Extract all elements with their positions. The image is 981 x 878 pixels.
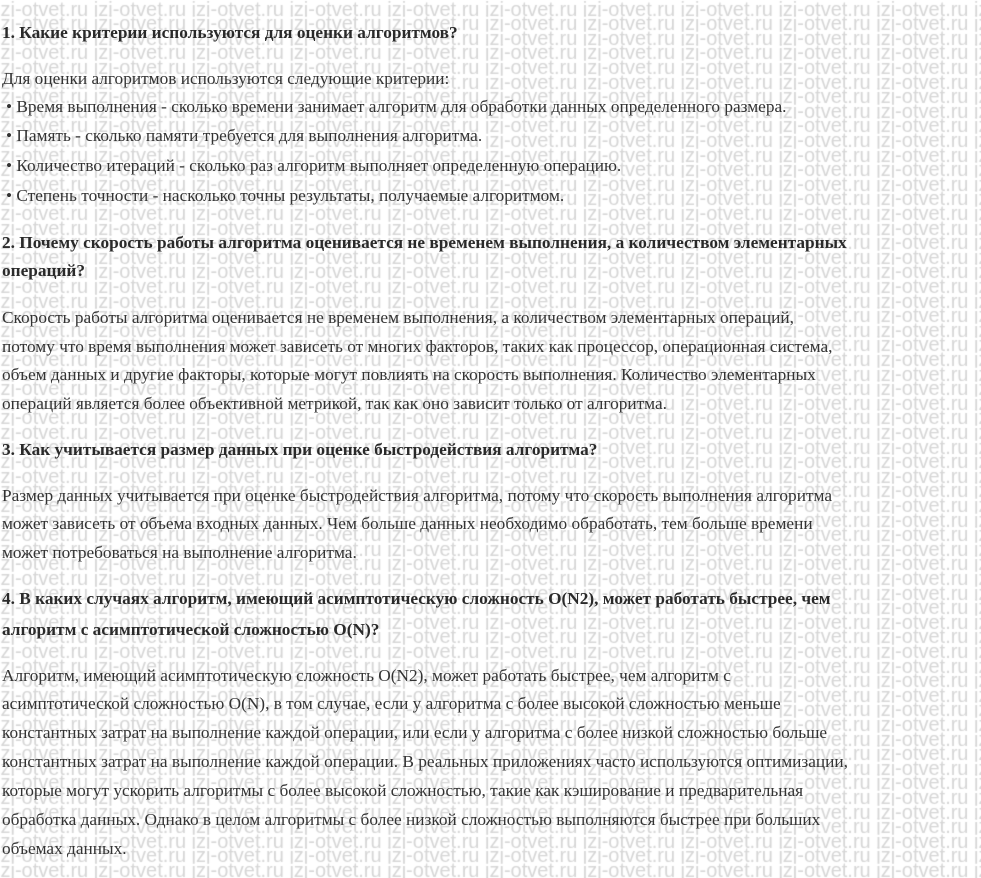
- answer-2-line: операций является более объективной метрикой, так как оно зависит только от алгоритма.: [2, 394, 667, 413]
- answer-4-line: Алгоритм, имеющий асимптотическую сложность O(N2), может работать быстрее, чем алгоритм с: [2, 666, 731, 685]
- list-item: • Время выполнения - сколько времени занимает алгоритм для обработки данных определенного размера.: [6, 97, 787, 116]
- answer-2-line: объем данных и другие факторы, которые могут повлиять на скорость выполнения. Количество элементарных: [2, 365, 816, 384]
- answer-3-line: может потребоваться на выполнение алгоритма.: [2, 543, 357, 562]
- answer-3-line: Размер данных учитывается при оценке быстродействия алгоритма, потому что скорость выполнения алгоритма: [2, 486, 832, 505]
- question-1-heading: 1. Какие критерии используются для оценки алгоритмов?: [2, 23, 458, 42]
- answer-4-line: обработка данных. Однако в целом алгоритмы с более низкой сложностью выполняются быстрее при больших: [2, 810, 821, 829]
- answer-4-line: асимптотической сложностью O(N), в том случае, если у алгоритма с более высокой сложностью меньше: [2, 694, 781, 713]
- answer-4-line: константных затрат на выполнение каждой операции, или если у алгоритма с более низкой сложностью больше: [2, 723, 828, 742]
- list-item: • Степень точности - насколько точны результаты, получаемые алгоритмом.: [6, 186, 565, 205]
- answer-2-line: потому что время выполнения может зависеть от многих факторов, таких как процессор, операционная система,: [2, 337, 833, 356]
- answer-4-line: объемах данных.: [2, 839, 127, 858]
- answer-4-line: константных затрат на выполнение каждой операции. В реальных приложениях часто используются оптимизации,: [2, 752, 848, 771]
- answer-3-line: может зависеть от объема входных данных. Чем больше данных необходимо обработать, тем больше времени: [2, 514, 813, 533]
- question-4-heading: 4. В каких случаях алгоритм, имеющий асимптотическую сложность O(N2), может работать быстрее, чем: [2, 589, 831, 608]
- answer-2-line: Скорость работы алгоритма оценивается не временем выполнения, а количеством элементарных операций,: [2, 308, 794, 327]
- question-3-heading: 3. Как учитывается размер данных при оценке быстродействия алгоритма?: [2, 440, 598, 459]
- answer-4-line: которые могут ускорить алгоритмы с более высокой сложностью, такие как кэширование и предварительная: [2, 781, 804, 800]
- answer-1-intro: Для оценки алгоритмов используются следующие критерии:: [2, 69, 450, 88]
- question-2-heading-cont: операций?: [2, 261, 86, 280]
- question-4-heading-cont: алгоритм с асимптотической сложностью O(N)?: [2, 620, 380, 639]
- list-item: • Количество итераций - сколько раз алгоритм выполняет определенную операцию.: [6, 156, 622, 175]
- list-item: • Память - сколько памяти требуется для выполнения алгоритма.: [6, 126, 483, 145]
- question-2-heading: 2. Почему скорость работы алгоритма оценивается не временем выполнения, а количеством элементарных: [2, 233, 847, 252]
